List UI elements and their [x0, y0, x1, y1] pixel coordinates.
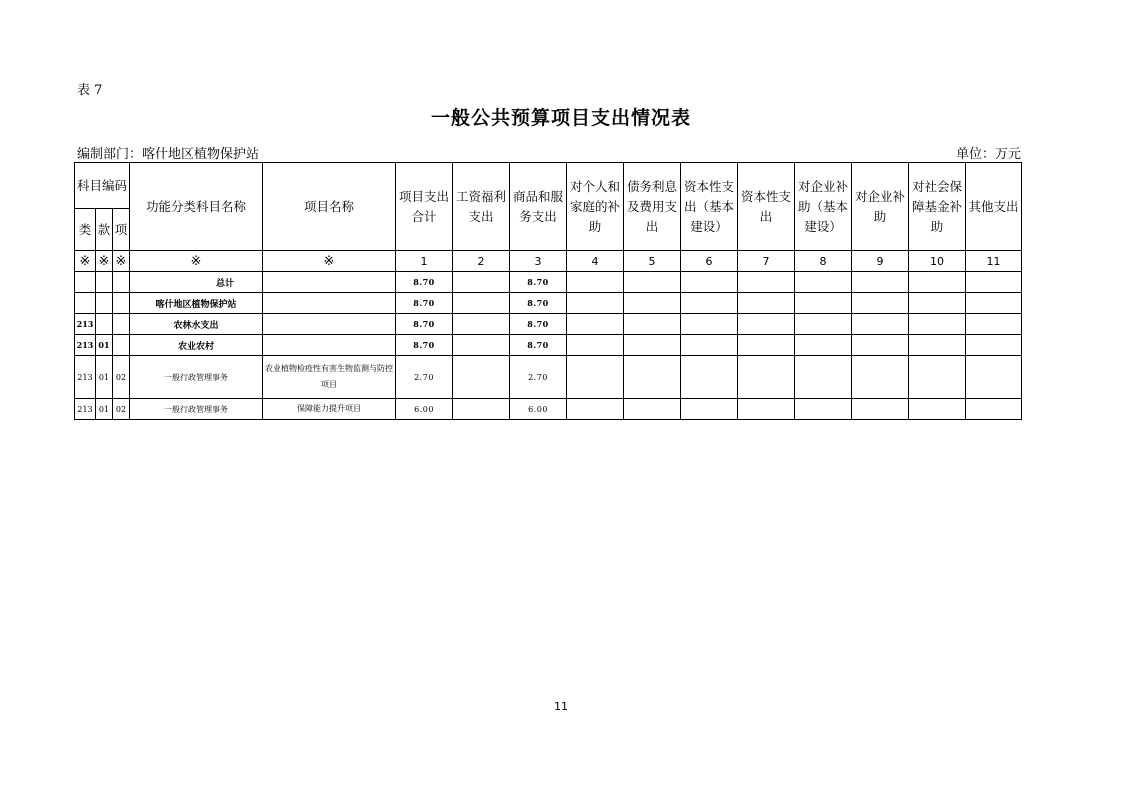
table-row: [75, 356, 1022, 399]
empty-cell: [852, 335, 909, 356]
header-col-7: 资本性支出: [738, 163, 795, 251]
empty-cell: [567, 314, 624, 335]
header-xiang: 项: [113, 209, 130, 251]
lei-cell: 213: [75, 335, 96, 356]
col-number: 2: [453, 251, 510, 272]
header-col-11: 其他支出: [966, 163, 1022, 251]
xiang-cell: [113, 272, 130, 293]
empty-cell: [966, 356, 1022, 399]
func-name-cell: 农林水支出: [130, 314, 263, 335]
lei-cell: 213: [75, 356, 96, 399]
func-name-cell: 喀什地区植物保护站: [130, 293, 263, 314]
header-subject-code: 科目编码: [75, 163, 130, 209]
empty-cell: [738, 293, 795, 314]
empty-cell: [453, 356, 510, 399]
mark-cell: ※: [113, 251, 130, 272]
empty-cell: [795, 272, 852, 293]
empty-cell: [681, 356, 738, 399]
header-row-1: [75, 163, 1022, 209]
empty-cell: [681, 335, 738, 356]
empty-cell: [681, 399, 738, 420]
header-col-1: 项目支出合计: [396, 163, 453, 251]
marker-row: [75, 251, 1022, 272]
header-col-5: 债务利息及费用支出: [624, 163, 681, 251]
empty-cell: [738, 399, 795, 420]
func-name-cell: 一般行政管理事务: [130, 399, 263, 420]
mark-cell: ※: [130, 251, 263, 272]
kuan-cell: 01: [96, 335, 113, 356]
goods-services-cell: 8.70: [510, 293, 567, 314]
empty-cell: [795, 356, 852, 399]
lei-cell: 213: [75, 314, 96, 335]
empty-cell: [966, 314, 1022, 335]
empty-cell: [852, 399, 909, 420]
page-number: 11: [554, 700, 568, 713]
total-cell: 8.70: [396, 335, 453, 356]
empty-cell: [909, 335, 966, 356]
empty-cell: [966, 399, 1022, 420]
goods-services-cell: 8.70: [510, 314, 567, 335]
empty-cell: [624, 399, 681, 420]
header-col-10: 对社会保障基金补助: [909, 163, 966, 251]
header-col-2: 工资福利支出: [453, 163, 510, 251]
empty-cell: [909, 399, 966, 420]
header-kuan: 款: [96, 209, 113, 251]
project-name-cell: [263, 272, 396, 293]
page-title: 一般公共预算项目支出情况表: [430, 107, 691, 129]
col-number: 10: [909, 251, 966, 272]
project-name-cell: [263, 314, 396, 335]
project-name-cell: 保障能力提升项目: [263, 399, 396, 420]
xiang-cell: [113, 335, 130, 356]
empty-cell: [567, 399, 624, 420]
table-row: [75, 293, 1022, 314]
total-cell: 8.70: [396, 293, 453, 314]
project-name-cell: [263, 335, 396, 356]
empty-cell: [909, 293, 966, 314]
lei-cell: [75, 272, 96, 293]
compiling-department: 编制部门：喀什地区植物保护站: [77, 147, 260, 162]
empty-cell: [567, 272, 624, 293]
project-name-cell: 农业植物检疫性有害生物监测与防控项目: [263, 356, 396, 399]
goods-services-cell: 6.00: [510, 399, 567, 420]
goods-services-cell: 8.70: [510, 272, 567, 293]
empty-cell: [624, 272, 681, 293]
col-number: 8: [795, 251, 852, 272]
empty-cell: [624, 314, 681, 335]
kuan-cell: [96, 293, 113, 314]
table-row: [75, 335, 1022, 356]
table-row: [75, 272, 1022, 293]
header-col-6: 资本性支出（基本建设）: [681, 163, 738, 251]
empty-cell: [738, 335, 795, 356]
func-name-cell: 农业农村: [130, 335, 263, 356]
goods-services-cell: 2.70: [510, 356, 567, 399]
mark-cell: ※: [263, 251, 396, 272]
xiang-cell: 02: [113, 399, 130, 420]
total-cell: 6.00: [396, 399, 453, 420]
func-name-cell: 一般行政管理事务: [130, 356, 263, 399]
budget-table: [74, 162, 1022, 420]
empty-cell: [795, 335, 852, 356]
kuan-cell: [96, 314, 113, 335]
empty-cell: [567, 293, 624, 314]
table-row: [75, 314, 1022, 335]
empty-cell: [453, 272, 510, 293]
empty-cell: [966, 272, 1022, 293]
header-project-name: 项目名称: [263, 163, 396, 251]
empty-cell: [966, 293, 1022, 314]
kuan-cell: 01: [96, 356, 113, 399]
total-cell: 2.70: [396, 356, 453, 399]
empty-cell: [795, 399, 852, 420]
empty-cell: [453, 293, 510, 314]
empty-cell: [738, 314, 795, 335]
col-number: 5: [624, 251, 681, 272]
header-col-8: 对企业补助（基本建设）: [795, 163, 852, 251]
header-col-4: 对个人和家庭的补助: [567, 163, 624, 251]
empty-cell: [852, 272, 909, 293]
header-col-3: 商品和服务支出: [510, 163, 567, 251]
empty-cell: [453, 399, 510, 420]
empty-cell: [624, 356, 681, 399]
empty-cell: [852, 293, 909, 314]
col-number: 11: [966, 251, 1022, 272]
kuan-cell: 01: [96, 399, 113, 420]
unit-label: 单位：万元: [956, 147, 1022, 162]
empty-cell: [453, 335, 510, 356]
empty-cell: [624, 293, 681, 314]
empty-cell: [567, 356, 624, 399]
header-func-name: 功能分类科目名称: [130, 163, 263, 251]
empty-cell: [909, 356, 966, 399]
mark-cell: ※: [96, 251, 113, 272]
kuan-cell: [96, 272, 113, 293]
empty-cell: [909, 272, 966, 293]
empty-cell: [795, 314, 852, 335]
xiang-cell: [113, 293, 130, 314]
empty-cell: [852, 356, 909, 399]
col-number: 3: [510, 251, 567, 272]
xiang-cell: [113, 314, 130, 335]
table-number: 表 7: [77, 83, 103, 98]
empty-cell: [567, 335, 624, 356]
empty-cell: [453, 314, 510, 335]
xiang-cell: 02: [113, 356, 130, 399]
col-number: 1: [396, 251, 453, 272]
func-name-cell: 总计: [130, 272, 263, 293]
mark-cell: ※: [75, 251, 96, 272]
empty-cell: [681, 272, 738, 293]
empty-cell: [909, 314, 966, 335]
table-row: [75, 399, 1022, 420]
empty-cell: [681, 293, 738, 314]
empty-cell: [966, 335, 1022, 356]
total-cell: 8.70: [396, 272, 453, 293]
col-number: 9: [852, 251, 909, 272]
col-number: 4: [567, 251, 624, 272]
goods-services-cell: 8.70: [510, 335, 567, 356]
empty-cell: [852, 314, 909, 335]
empty-cell: [795, 293, 852, 314]
empty-cell: [681, 314, 738, 335]
col-number: 6: [681, 251, 738, 272]
header-col-9: 对企业补助: [852, 163, 909, 251]
lei-cell: 213: [75, 399, 96, 420]
empty-cell: [738, 356, 795, 399]
total-cell: 8.70: [396, 314, 453, 335]
header-lei: 类: [75, 209, 96, 251]
empty-cell: [624, 335, 681, 356]
empty-cell: [738, 272, 795, 293]
project-name-cell: [263, 293, 396, 314]
lei-cell: [75, 293, 96, 314]
col-number: 7: [738, 251, 795, 272]
